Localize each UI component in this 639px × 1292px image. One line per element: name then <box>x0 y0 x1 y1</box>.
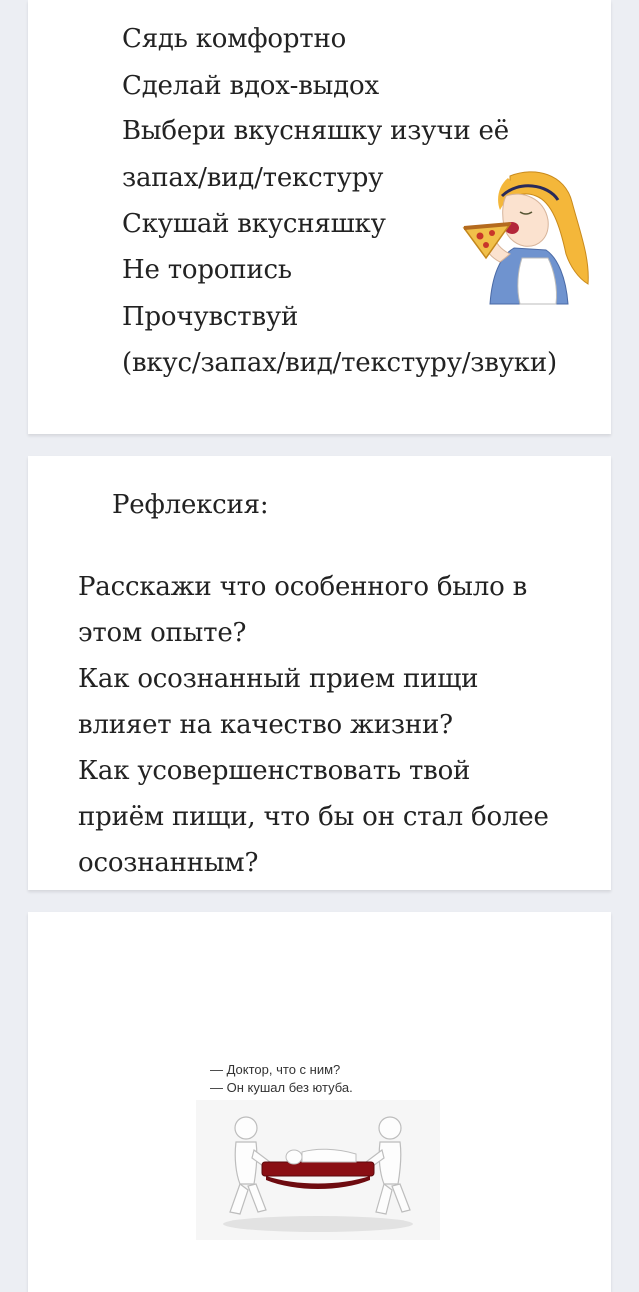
step-line: запах/вид/текстуру <box>122 163 384 193</box>
reflection-title: Рефлексия: <box>112 490 269 520</box>
reflection-line: влияет на качество жизни? <box>78 710 453 740</box>
step-line: Прочувствуй <box>122 302 299 332</box>
step-line: Не торопись <box>122 255 292 285</box>
meme-caption-line: — Он кушал без ютуба. <box>210 1080 353 1095</box>
reflection-line: Как усовершенствовать твой <box>78 756 471 786</box>
stretcher-carry-icon <box>196 1100 440 1240</box>
step-line: Сделай вдох-выдох <box>122 71 379 101</box>
reflection-line: Как осознанный прием пищи <box>78 664 479 694</box>
step-line: Выбери вкусняшку изучи её <box>122 116 509 146</box>
step-line: Сядь комфортно <box>122 24 347 54</box>
reflection-card <box>28 456 611 890</box>
meme-card <box>28 912 611 1292</box>
step-line: (вкус/запах/вид/текстуру/звуки) <box>122 348 557 378</box>
reflection-line: приём пищи, что бы он стал более <box>78 802 549 832</box>
meme-caption-line: — Доктор, что с ним? <box>210 1062 341 1077</box>
reflection-line: Расскажи что особенного было в <box>78 572 528 602</box>
mindful-steps-card <box>28 0 611 434</box>
step-line: Скушай вкусняшку <box>122 209 386 239</box>
reflection-line: осознанным? <box>78 848 259 878</box>
reflection-line: этом опыте? <box>78 618 247 648</box>
meme-image <box>196 1062 440 1240</box>
girl-eating-pizza-icon <box>440 166 592 306</box>
